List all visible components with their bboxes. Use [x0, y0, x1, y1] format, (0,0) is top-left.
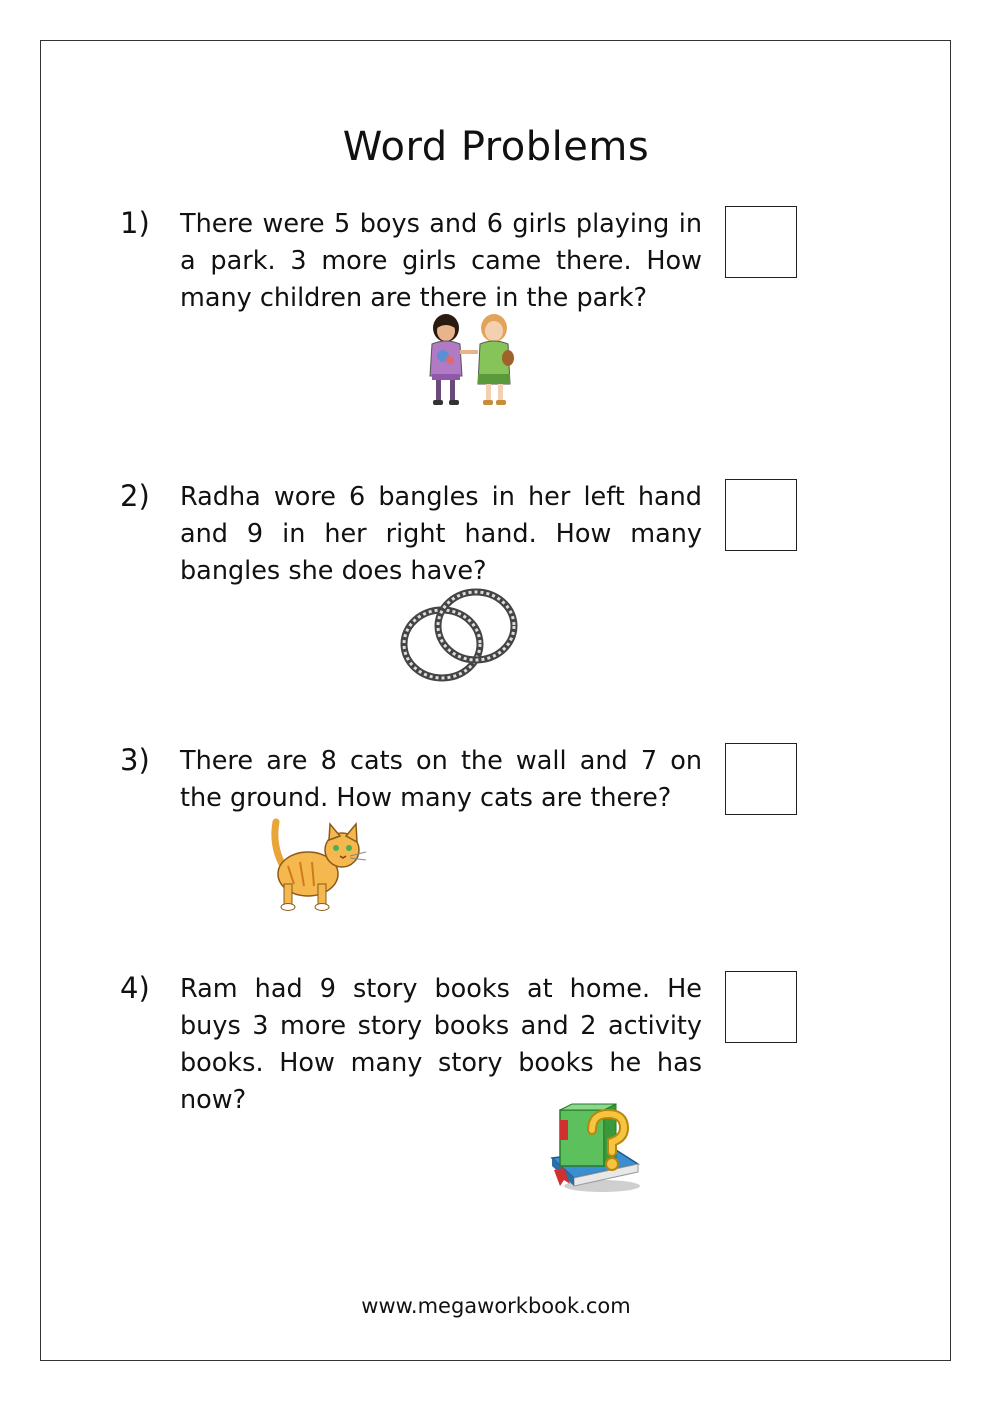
question-4-number: 4)	[120, 971, 150, 1005]
bangles-icon	[396, 586, 522, 684]
question-3-answer-box[interactable]	[725, 743, 797, 815]
two-girls-icon	[420, 312, 524, 408]
question-3-text: There are 8 cats on the wall and 7 on the ground. How many cats are there?	[180, 746, 702, 813]
question-1-number: 1)	[120, 206, 150, 240]
page-title: Word Problems	[342, 124, 650, 170]
question-1-answer-box[interactable]	[725, 206, 797, 278]
question-2-number: 2)	[120, 479, 150, 513]
question-2-text: Radha wore 6 bangles in her left hand and 9 in her right hand. How many bangles she does have?	[180, 482, 702, 586]
footer-website: www.megaworkbook.com	[361, 1294, 631, 1318]
question-1-text: There were 5 boys and 6 girls playing in a park. 3 more girls came there. How many children are there in the park?	[180, 209, 702, 313]
question-4-text: Ram had 9 story books at home. He buys 3 more story books and 2 activity books. How many story books he has now?	[180, 974, 702, 1115]
question-2-answer-box[interactable]	[725, 479, 797, 551]
books-question-icon	[546, 1100, 644, 1194]
question-4-answer-box[interactable]	[725, 971, 797, 1043]
question-3-number: 3)	[120, 743, 150, 777]
cat-icon	[268, 814, 368, 912]
